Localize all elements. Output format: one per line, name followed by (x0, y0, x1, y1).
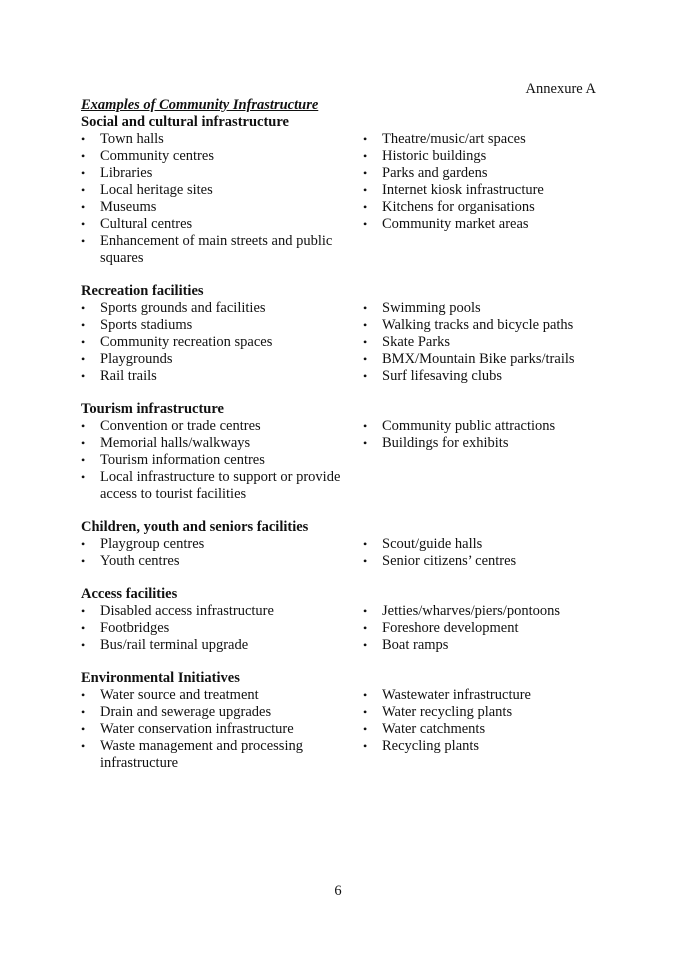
section-title: Environmental Initiatives (81, 670, 240, 686)
annexure-label: Annexure A (525, 81, 596, 97)
list-item: • Water catchments (363, 721, 611, 738)
document-title: Examples of Community Infrastructure (81, 97, 319, 113)
left-column (81, 300, 363, 385)
section-title: Tourism infrastructure (81, 401, 224, 417)
bullet-list (363, 603, 611, 654)
list-item: • Enhancement of main streets and public squares (81, 233, 363, 267)
section (81, 670, 611, 772)
section-columns (81, 131, 611, 267)
section-columns (81, 687, 611, 772)
list-item: • Community public attractions (363, 418, 611, 435)
bullet-list (363, 418, 611, 452)
bullet-list (363, 687, 611, 755)
bullet-list (81, 300, 363, 385)
list-item: • BMX/Mountain Bike parks/trails (363, 351, 611, 368)
left-column (81, 603, 363, 654)
bullet-list (81, 536, 363, 570)
list-item: • Theatre/music/art spaces (363, 131, 611, 148)
list-item: • Convention or trade centres (81, 418, 363, 435)
sections-container (81, 114, 611, 788)
list-item: • Wastewater infrastructure (363, 687, 611, 704)
list-item: • Footbridges (81, 620, 363, 637)
list-item: • Drain and sewerage upgrades (81, 704, 363, 721)
section-title: Children, youth and seniors facilities (81, 519, 309, 535)
list-item: • Skate Parks (363, 334, 611, 351)
list-item: • Community centres (81, 148, 363, 165)
section-columns (81, 603, 611, 654)
bullet-list (363, 300, 611, 385)
page-number: 6 (334, 883, 342, 899)
list-item: • Buildings for exhibits (363, 435, 611, 452)
list-item: • Town halls (81, 131, 363, 148)
section-columns (81, 300, 611, 385)
list-item: • Internet kiosk infrastructure (363, 182, 611, 199)
section (81, 114, 611, 267)
bullet-list (81, 603, 363, 654)
section (81, 283, 611, 385)
section-title: Social and cultural infrastructure (81, 114, 289, 130)
list-item: • Surf lifesaving clubs (363, 368, 611, 385)
list-item: • Foreshore development (363, 620, 611, 637)
right-column (363, 536, 611, 570)
list-item: • Parks and gardens (363, 165, 611, 182)
list-item: • Water source and treatment (81, 687, 363, 704)
list-item: • Community market areas (363, 216, 611, 233)
list-item: • Community recreation spaces (81, 334, 363, 351)
list-item: • Disabled access infrastructure (81, 603, 363, 620)
section-columns (81, 418, 611, 503)
list-item: • Rail trails (81, 368, 363, 385)
list-item: • Playgrounds (81, 351, 363, 368)
section (81, 401, 611, 503)
right-column (363, 131, 611, 267)
bullet-list (363, 536, 611, 570)
list-item: • Cultural centres (81, 216, 363, 233)
list-item: • Waste management and processing infrastructure (81, 738, 363, 772)
list-item: • Local infrastructure to support or provide access to tourist facilities (81, 469, 363, 503)
right-column (363, 300, 611, 385)
list-item: • Recycling plants (363, 738, 611, 755)
right-column (363, 418, 611, 503)
list-item: • Sports stadiums (81, 317, 363, 334)
list-item: • Bus/rail terminal upgrade (81, 637, 363, 654)
list-item: • Playgroup centres (81, 536, 363, 553)
list-item: • Sports grounds and facilities (81, 300, 363, 317)
right-column (363, 687, 611, 772)
list-item: • Kitchens for organisations (363, 199, 611, 216)
left-column (81, 131, 363, 267)
left-column (81, 536, 363, 570)
list-item: • Boat ramps (363, 637, 611, 654)
bullet-list (81, 687, 363, 772)
section-title: Access facilities (81, 586, 178, 602)
section (81, 519, 611, 570)
bullet-list (363, 131, 611, 233)
list-item: • Memorial halls/walkways (81, 435, 363, 452)
left-column (81, 418, 363, 503)
list-item: • Youth centres (81, 553, 363, 570)
list-item: • Senior citizens’ centres (363, 553, 611, 570)
list-item: • Museums (81, 199, 363, 216)
list-item: • Scout/guide halls (363, 536, 611, 553)
list-item: • Local heritage sites (81, 182, 363, 199)
list-item: • Libraries (81, 165, 363, 182)
list-item: • Water recycling plants (363, 704, 611, 721)
right-column (363, 603, 611, 654)
list-item: • Walking tracks and bicycle paths (363, 317, 611, 334)
list-item: • Historic buildings (363, 148, 611, 165)
bullet-list (81, 131, 363, 267)
list-item: • Jetties/wharves/piers/pontoons (363, 603, 611, 620)
left-column (81, 687, 363, 772)
list-item: • Water conservation infrastructure (81, 721, 363, 738)
section (81, 586, 611, 654)
list-item: • Swimming pools (363, 300, 611, 317)
section-title: Recreation facilities (81, 283, 204, 299)
bullet-list (81, 418, 363, 503)
section-columns (81, 536, 611, 570)
list-item: • Tourism information centres (81, 452, 363, 469)
